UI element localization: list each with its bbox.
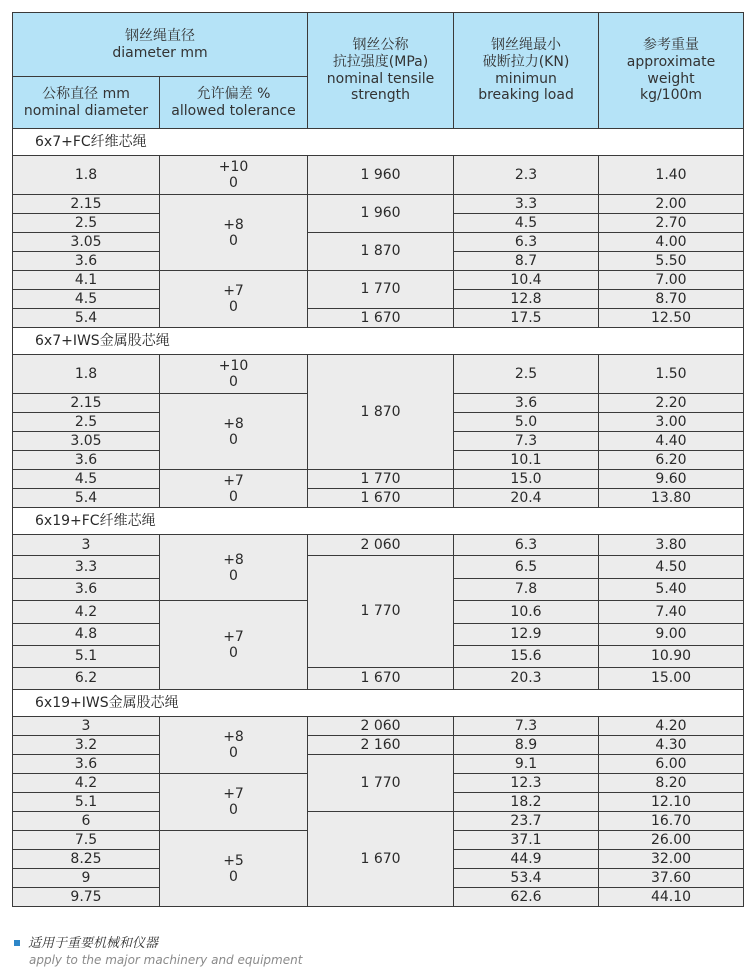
- weight-cell: 2.20: [599, 394, 744, 413]
- breaking-load-cell: 6.5: [454, 556, 599, 579]
- header-weight-en2: weight: [647, 70, 695, 87]
- breaking-load-cell: 8.9: [454, 736, 599, 755]
- table-row: [13, 535, 744, 556]
- breaking-load-cell: 7.3: [454, 432, 599, 451]
- tolerance-cell: [160, 774, 308, 831]
- weight-cell: 12.10: [599, 793, 744, 812]
- tolerance-cell: [160, 831, 308, 907]
- nominal-diameter-cell: 2.15: [13, 195, 160, 214]
- header-nominal-diameter: [13, 77, 160, 129]
- table-row: [13, 309, 744, 328]
- breaking-load-cell: 53.4: [454, 869, 599, 888]
- section-title-row: [13, 508, 744, 535]
- nominal-diameter-cell: 3.05: [13, 233, 160, 252]
- header-diameter-cn: 钢丝绳直径: [125, 27, 195, 44]
- breaking-load-cell: 6.3: [454, 233, 599, 252]
- tensile-strength-cell: 1 770: [308, 271, 454, 309]
- tolerance-cell: [160, 535, 308, 601]
- table-row: [13, 470, 744, 489]
- breaking-load-cell: 18.2: [454, 793, 599, 812]
- breaking-load-cell: 9.1: [454, 755, 599, 774]
- tolerance-minus: 0: [229, 374, 238, 390]
- tolerance-plus: +7: [223, 786, 244, 802]
- tolerance-cell: [160, 470, 308, 508]
- nominal-diameter-cell: 3: [13, 717, 160, 736]
- weight-cell: 9.60: [599, 470, 744, 489]
- breaking-load-cell: 2.5: [454, 355, 599, 394]
- header-weight-cn: 参考重量: [643, 36, 700, 53]
- tensile-strength-cell: 1 670: [308, 489, 454, 508]
- header-tolerance-cn: 允许偏差 %: [196, 85, 271, 102]
- weight-cell: 44.10: [599, 888, 744, 907]
- nominal-diameter-cell: 3: [13, 535, 160, 556]
- weight-cell: 3.80: [599, 535, 744, 556]
- table-row: [13, 195, 744, 214]
- tolerance-plus: +7: [223, 629, 244, 645]
- tensile-strength-cell: 2 060: [308, 717, 454, 736]
- tolerance-plus: +8: [223, 415, 244, 432]
- table-row: [13, 717, 744, 736]
- footer-note: [14, 932, 302, 967]
- weight-cell: 1.50: [599, 355, 744, 394]
- weight-cell: 1.40: [599, 156, 744, 195]
- weight-cell: 13.80: [599, 489, 744, 508]
- breaking-load-cell: 10.6: [454, 601, 599, 624]
- tensile-strength-cell: 1 770: [308, 755, 454, 812]
- weight-cell: 4.30: [599, 736, 744, 755]
- section-title: 6x19+FC纤维芯绳: [13, 508, 744, 535]
- tolerance-plus: +10: [218, 159, 249, 175]
- nominal-diameter-cell: 5.4: [13, 309, 160, 328]
- header-nominal-en: nominal diameter: [23, 102, 149, 119]
- tensile-strength-cell: 1 670: [308, 309, 454, 328]
- breaking-load-cell: 15.6: [454, 646, 599, 668]
- weight-cell: 4.00: [599, 233, 744, 252]
- tensile-strength-cell: 1 670: [308, 668, 454, 690]
- breaking-load-cell: 44.9: [454, 850, 599, 869]
- nominal-diameter-cell: 3.6: [13, 755, 160, 774]
- breaking-load-cell: 3.6: [454, 394, 599, 413]
- nominal-diameter-cell: 7.5: [13, 831, 160, 850]
- weight-cell: 6.00: [599, 755, 744, 774]
- nominal-diameter-cell: 4.2: [13, 601, 160, 624]
- tolerance-minus: 0: [229, 567, 238, 584]
- weight-cell: 7.40: [599, 601, 744, 624]
- breaking-load-cell: 15.0: [454, 470, 599, 489]
- nominal-diameter-cell: 4.8: [13, 624, 160, 646]
- breaking-load-cell: 4.5: [454, 214, 599, 233]
- breaking-load-cell: 3.3: [454, 195, 599, 214]
- weight-cell: 5.50: [599, 252, 744, 271]
- tolerance-plus: +5: [223, 852, 244, 869]
- header-weight-en3: kg/100m: [639, 87, 703, 104]
- weight-cell: 7.00: [599, 271, 744, 290]
- nominal-diameter-cell: 3.3: [13, 556, 160, 579]
- table-row: [13, 755, 744, 774]
- nominal-diameter-cell: 6.2: [13, 668, 160, 690]
- table-row: [13, 355, 744, 394]
- nominal-diameter-cell: 3.6: [13, 451, 160, 470]
- table-row: [13, 668, 744, 690]
- weight-cell: 26.00: [599, 831, 744, 850]
- header-weight-en1: approximate: [626, 53, 716, 70]
- weight-cell: 12.50: [599, 309, 744, 328]
- tensile-strength-cell: 2 160: [308, 736, 454, 755]
- weight-cell: 16.70: [599, 812, 744, 831]
- nominal-diameter-cell: 8.25: [13, 850, 160, 869]
- weight-cell: 4.40: [599, 432, 744, 451]
- weight-cell: 9.00: [599, 624, 744, 646]
- nominal-diameter-cell: 3.6: [13, 579, 160, 601]
- tolerance-cell: [160, 271, 308, 328]
- weight-cell: 37.60: [599, 869, 744, 888]
- header-breaking-en2: breaking load: [478, 87, 574, 104]
- weight-cell: 32.00: [599, 850, 744, 869]
- section-title: 6x19+IWS金属股芯绳: [13, 690, 744, 717]
- header-strength-cn1: 钢丝公称: [352, 36, 409, 53]
- tolerance-minus: 0: [229, 175, 238, 191]
- tolerance-cell: [160, 394, 308, 470]
- nominal-diameter-cell: 1.8: [13, 156, 160, 195]
- table-row: [13, 156, 744, 195]
- weight-cell: 5.40: [599, 579, 744, 601]
- tolerance-plus: +8: [223, 551, 244, 568]
- breaking-load-cell: 17.5: [454, 309, 599, 328]
- tensile-strength-cell: 1 870: [308, 233, 454, 271]
- tensile-strength-cell: 1 870: [308, 355, 454, 470]
- header-breaking-en1: minimun: [495, 70, 557, 87]
- tolerance-minus: 0: [229, 745, 238, 761]
- tolerance-cell: [160, 355, 308, 394]
- nominal-diameter-cell: 3.05: [13, 432, 160, 451]
- header-strength-en1: nominal tensile: [326, 70, 435, 87]
- nominal-diameter-cell: 2.15: [13, 394, 160, 413]
- nominal-diameter-cell: 1.8: [13, 355, 160, 394]
- table-row: [13, 233, 744, 252]
- footer-note-en: apply to the major machinery and equipment: [29, 953, 303, 967]
- breaking-load-cell: 20.3: [454, 668, 599, 690]
- tolerance-minus: 0: [229, 232, 238, 249]
- tensile-strength-cell: 1 670: [308, 812, 454, 907]
- section-title: 6x7+IWS金属股芯绳: [13, 328, 744, 355]
- footer-note-cn: 适用于重要机械和仪器: [28, 936, 159, 951]
- tolerance-minus: 0: [229, 431, 238, 448]
- table-row: [13, 736, 744, 755]
- tolerance-minus: 0: [229, 645, 238, 661]
- tolerance-plus: +8: [223, 216, 244, 233]
- breaking-load-cell: 6.3: [454, 535, 599, 556]
- weight-cell: 2.00: [599, 195, 744, 214]
- nominal-diameter-cell: 4.5: [13, 290, 160, 309]
- breaking-load-cell: 12.9: [454, 624, 599, 646]
- nominal-diameter-cell: 5.1: [13, 646, 160, 668]
- tensile-strength-cell: 1 770: [308, 470, 454, 489]
- weight-cell: 15.00: [599, 668, 744, 690]
- table-row: [13, 556, 744, 579]
- weight-cell: 6.20: [599, 451, 744, 470]
- wire-rope-spec-table: [12, 12, 744, 907]
- nominal-diameter-cell: 4.1: [13, 271, 160, 290]
- nominal-diameter-cell: 2.5: [13, 413, 160, 432]
- weight-cell: 4.50: [599, 556, 744, 579]
- tolerance-plus: +8: [223, 729, 244, 745]
- tolerance-cell: [160, 601, 308, 690]
- weight-cell: 8.70: [599, 290, 744, 309]
- header-breaking-cn1: 钢丝绳最小: [491, 36, 562, 53]
- tolerance-plus: +7: [223, 472, 244, 489]
- weight-cell: 4.20: [599, 717, 744, 736]
- header-nominal-cn: 公称直径 mm: [42, 85, 130, 102]
- weight-cell: 8.20: [599, 774, 744, 793]
- tensile-strength-cell: 1 960: [308, 156, 454, 195]
- header-strength-en2: strength: [351, 87, 410, 104]
- breaking-load-cell: 23.7: [454, 812, 599, 831]
- header-tolerance: [160, 77, 308, 129]
- tolerance-minus: 0: [229, 802, 238, 818]
- header-tensile-strength: [308, 13, 454, 129]
- tolerance-plus: +10: [218, 358, 249, 374]
- header-strength-cn2: 抗拉强度(MPa): [332, 53, 429, 70]
- nominal-diameter-cell: 3.6: [13, 252, 160, 271]
- section-title-row: [13, 690, 744, 717]
- table-row: [13, 812, 744, 831]
- section-title-row: [13, 328, 744, 355]
- tolerance-minus: 0: [229, 868, 238, 885]
- section-title-row: [13, 129, 744, 156]
- breaking-load-cell: 10.1: [454, 451, 599, 470]
- header-breaking-cn2: 破断拉力(KN): [482, 53, 570, 70]
- tolerance-plus: +7: [223, 283, 244, 299]
- breaking-load-cell: 2.3: [454, 156, 599, 195]
- table-row: [13, 489, 744, 508]
- breaking-load-cell: 62.6: [454, 888, 599, 907]
- bullet-icon: [14, 940, 20, 946]
- tensile-strength-cell: 1 960: [308, 195, 454, 233]
- tensile-strength-cell: 2 060: [308, 535, 454, 556]
- breaking-load-cell: 7.8: [454, 579, 599, 601]
- tolerance-cell: [160, 717, 308, 774]
- breaking-load-cell: 7.3: [454, 717, 599, 736]
- breaking-load-cell: 20.4: [454, 489, 599, 508]
- nominal-diameter-cell: 6: [13, 812, 160, 831]
- nominal-diameter-cell: 5.1: [13, 793, 160, 812]
- weight-cell: 2.70: [599, 214, 744, 233]
- weight-cell: 3.00: [599, 413, 744, 432]
- nominal-diameter-cell: 4.5: [13, 470, 160, 489]
- nominal-diameter-cell: 9: [13, 869, 160, 888]
- header-breaking-load: [454, 13, 599, 129]
- nominal-diameter-cell: 2.5: [13, 214, 160, 233]
- header-weight: [599, 13, 744, 129]
- tensile-strength-cell: 1 770: [308, 556, 454, 668]
- tolerance-minus: 0: [229, 488, 238, 505]
- tolerance-minus: 0: [229, 299, 238, 315]
- weight-cell: 10.90: [599, 646, 744, 668]
- breaking-load-cell: 5.0: [454, 413, 599, 432]
- table-row: [13, 271, 744, 290]
- nominal-diameter-cell: 3.2: [13, 736, 160, 755]
- tolerance-cell: [160, 195, 308, 271]
- header-diameter-en: diameter mm: [112, 44, 208, 61]
- breaking-load-cell: 37.1: [454, 831, 599, 850]
- breaking-load-cell: 12.8: [454, 290, 599, 309]
- header-diameter: [13, 13, 308, 77]
- nominal-diameter-cell: 4.2: [13, 774, 160, 793]
- nominal-diameter-cell: 9.75: [13, 888, 160, 907]
- breaking-load-cell: 10.4: [454, 271, 599, 290]
- header-tolerance-en: allowed tolerance: [171, 102, 296, 119]
- nominal-diameter-cell: 5.4: [13, 489, 160, 508]
- breaking-load-cell: 12.3: [454, 774, 599, 793]
- breaking-load-cell: 8.7: [454, 252, 599, 271]
- tolerance-cell: [160, 156, 308, 195]
- section-title: 6x7+FC纤维芯绳: [13, 129, 744, 156]
